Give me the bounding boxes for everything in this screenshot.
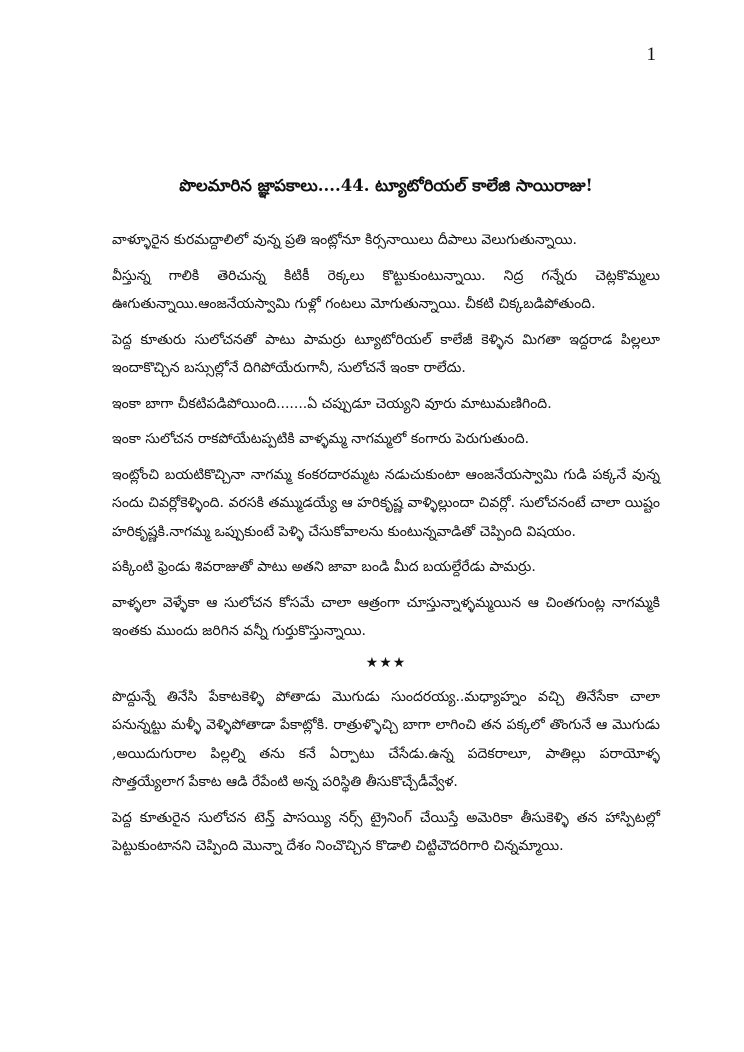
paragraph: వాళ్ళలా వెళ్ళేకా ఆ సులోచన కోసమే చాలా ఆత్రంగా చూస్తున్నాళ్ళమ్మయిన ఆ చింతగుంట్ల నాగమ్మకి ఇంతకు ముందు జరిగిన వన్నీ గుర్తుకొస్తున్నాయి. bbox=[112, 594, 660, 639]
section-separator: ★★★ bbox=[365, 654, 407, 671]
paragraph: వాళ్ళూరైన కురమద్దాలిలో వున్న ప్రతి ఇంట్లోనూ కిర్సనాయిలు దీపాలు వెలుగుతున్నాయి. bbox=[112, 232, 577, 248]
paragraph: ఇంకా సులోచన రాకపోయేటప్పటికి వాళ్ళమ్మ నాగమ్మలో కంగారు పెరుగుతుంది. bbox=[112, 431, 530, 447]
chapter-title: పొలమారిన జ్ఞాపకాలు....44. ట్యూటోరియల్ కాలేజి సాయిరాజు! bbox=[179, 176, 593, 195]
paragraph: పెద్ద కూతురైన సులోచన టెన్త్ పాసయ్యి నర్స్ ట్రైనింగ్ చేయిస్తే అమెరికా తీసుకెళ్ళి తన హాస్పిటల్లో పెట్టుకుంటానని చెప్పింది మొన్నా దేశం నించొచ్చిన కొడాలి చిట్టిచౌదరిగారి చిన్నమ్మాయి. bbox=[112, 809, 660, 854]
paragraph: ఇంట్లోంచి బయటికొచ్చినా నాగమ్మ కంకరదారమ్మట నడుచుకుంటా ఆంజనేయస్వామి గుడి పక్కనే వున్న సందు చివర్లోకెళ్ళింది. వరసకి తమ్ముడయ్యే ఆ హరికృష్ణ వాళ్ళిల్లుందా చివర్లో. సులోచనంటే చాలా యిష్టం హరికృష్ణకి.నాగమ్మ ఒప్పుకుంటే పెళ్ళి చేసుకోవాలను కుంటున్నవాడితో చెప్పింది విషయం. bbox=[112, 466, 660, 540]
page-number: 1 bbox=[646, 44, 656, 65]
paragraph: వీస్తున్న గాలికి తెరిచున్న కిటికీ రెక్కలు కొట్టుకుంటున్నాయి. నిద్ర గన్నేరు చెట్లకొమ్మలు ఊగుతున్నాయి.ఆంజనేయస్వామి గుళ్లో గంటలు మోగుతున్నాయి. చీకటి చిక్కబడిపోతుంది. bbox=[112, 267, 660, 312]
paragraph: పొద్దున్నే తినేసి పేకాటకెళ్ళి పోతాడు మొగుడు సుందరయ్య..మధ్యాహ్నం వచ్చి తినేసేకా చాలా పనున్నట్టు మళ్ళీ వెళ్ళిపోతాడా పేకాట్లోకి. రాత్రుళ్ళొచ్చి బాగా లాగించి తన పక్కలో తొంగునే ఆ మొగుడు ,అయిదుగురాల పిల్లల్ని తను కనే ఏర్పాటు చేసేడు.ఉన్న పదెకరాలూ, పాతిల్లు పరాయోళ్ళ సొత్తయ్యేలాగ పేకాట ఆడి రేపేంటి అన్న పరిస్థితి తీసుకొచ్చేడీవ్వేళ. bbox=[112, 688, 660, 790]
document-body bbox=[112, 172, 660, 868]
paragraph: పెద్ద కూతురు సులోచనతో పాటు పామర్రు ట్యూటోరియల్ కాలేజీ కెళ్ళిన మిగతా ఇద్దరాడ పిల్లలూ ఇందాకొచ్చిన బస్సుల్లోనే దిగిపోయేరుగానీ, సులోచనే ఇంకా రాలేదు. bbox=[112, 331, 660, 376]
paragraph: పక్కింటి ఫ్రెండు శివరాజుతో పాటు అతని జావా బండి మీద బయల్దేరేడు పామర్రు. bbox=[112, 559, 536, 575]
paragraph: ఇంకా బాగా చీకటిపడిపోయింది.......ఏ చప్పుడూ చెయ్యని వూరు మాటుమణిగింది. bbox=[112, 395, 552, 412]
